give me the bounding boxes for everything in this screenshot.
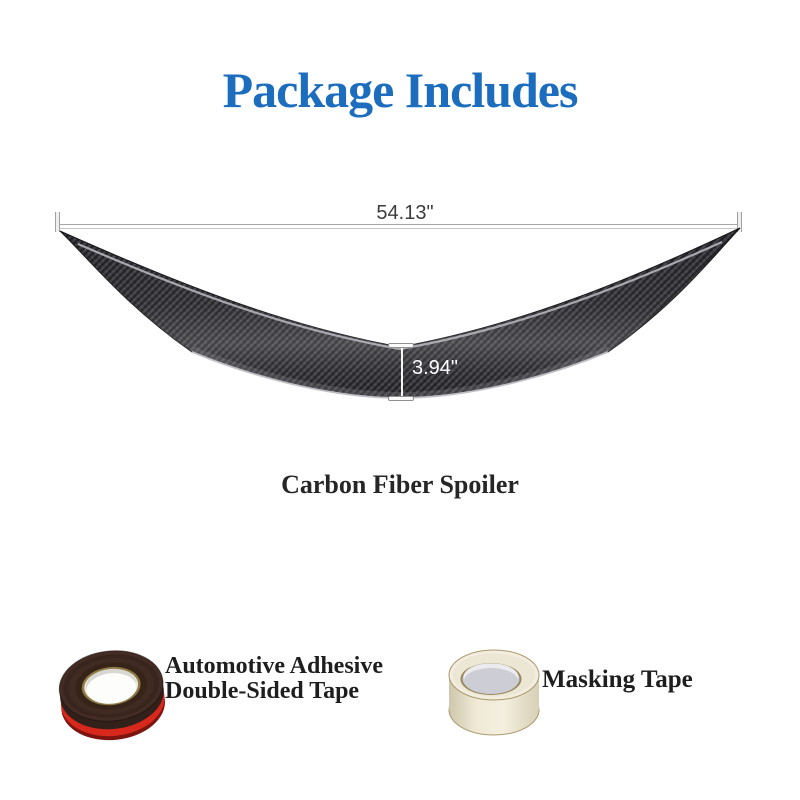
double-sided-tape-label-line1: Automotive Adhesive xyxy=(165,653,383,679)
masking-tape-label-line1: Masking Tape xyxy=(542,666,693,693)
double-sided-tape-label xyxy=(165,654,383,704)
spoiler-caption: Carbon Fiber Spoiler xyxy=(281,470,519,499)
masking-tape-roll-icon xyxy=(446,646,542,742)
double-sided-tape-roll-icon xyxy=(58,646,166,742)
height-dimension-bottom-tick xyxy=(388,396,414,401)
height-dimension-label: 3.94" xyxy=(412,357,459,379)
double-sided-tape-label-line2: Double-Sided Tape xyxy=(165,678,360,704)
width-dimension-label: 54.13" xyxy=(376,202,434,224)
carbon-fiber-spoiler-image xyxy=(50,220,750,415)
masking-tape-label xyxy=(542,667,693,693)
height-dimension-top-tick xyxy=(388,343,414,348)
page-title: Package Includes xyxy=(222,62,578,118)
height-dimension-line xyxy=(401,348,403,398)
